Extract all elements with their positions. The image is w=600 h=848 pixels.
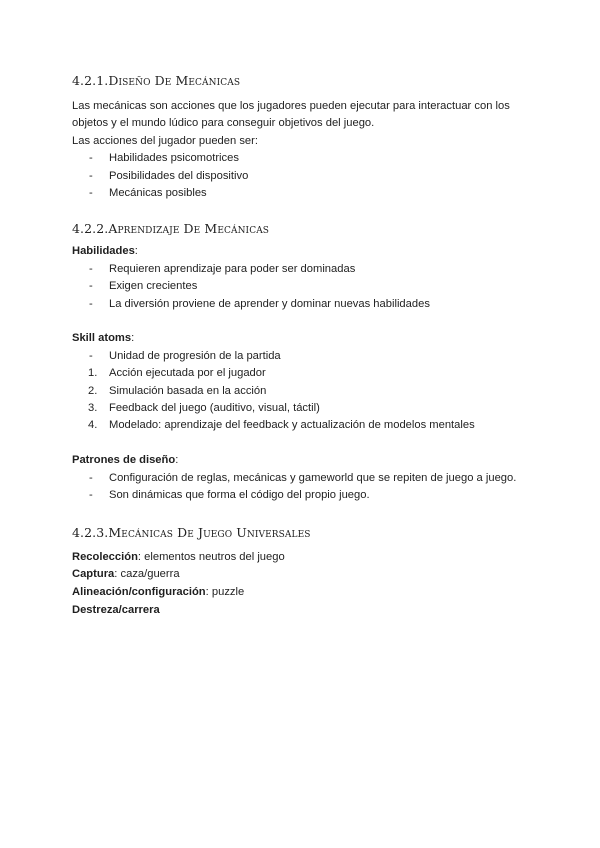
paragraph-line: Las mecánicas son acciones que los jugadores pueden ejecutar para interactuar con los [72,100,510,112]
definition-text: : elementos neutros del juego [137,550,285,563]
dash-marker: - [89,297,93,310]
numbered-list [72,365,540,435]
list-item [72,348,540,365]
definition-item [72,549,540,567]
dash-marker: - [89,152,93,165]
numbered-item [72,400,540,417]
list-item [72,185,540,202]
list-item-text: Feedback del juego (auditivo, visual, táctil) [109,402,320,415]
dash-marker: - [89,262,93,275]
skill-atoms-label [72,330,540,347]
list-item-text: Habilidades psicomotrices [109,152,239,165]
number-marker: 3. [88,402,98,415]
dash-marker: - [89,280,93,293]
list-item-text: Son dinámicas que forma el código del propio juego. [109,489,370,502]
list-intro: Las acciones del jugador pueden ser: [72,134,258,147]
definition-text: : caza/guerra [114,568,180,581]
bold-term: Patrones de diseño [72,454,176,467]
spacer [72,435,540,452]
list-item-text: Modelado: aprendizaje del feedback y actualización de modelos mentales [109,419,475,432]
bold-term: Captura [72,568,115,581]
section-heading-aprendizaje: 4.2.2.Aprendizaje De Mecánicas [72,221,270,237]
section-heading-diseno: 4.2.1.Diseño De Mecánicas [72,73,241,88]
numbered-item [72,417,540,434]
number-marker: 4. [88,419,98,432]
definition-text: : puzzle [205,586,245,599]
bold-term: Skill atoms [72,332,132,345]
list-item-text: Mecánicas posibles [109,187,207,200]
bold-term: Destreza/carrera [72,603,160,616]
bold-term: Alineación/configuración [72,586,206,599]
list-item-text: Posibilidades del dispositivo [109,169,249,182]
list-item-text: Exigen crecientes [109,280,198,293]
list-item-text: Requieren aprendizaje para poder ser dominadas [109,262,356,275]
number-marker: 2. [88,384,98,397]
dash-marker: - [89,489,93,502]
patrones-label [72,452,540,469]
numbered-item [72,383,540,400]
dash-marker: - [89,187,93,200]
dash-marker: - [89,169,93,182]
list-item [72,150,540,167]
bullet-list [72,348,540,365]
definition-item [72,602,540,620]
list-item-text: Unidad de progresión de la partida [109,349,281,362]
list-item-text: Configuración de reglas, mecánicas y gameworld que se repiten de juego a juego. [109,471,517,484]
bullet-list [72,470,540,505]
label-suffix: : [175,454,179,467]
definition-item [72,566,540,584]
list-item [72,261,540,278]
section-heading-universales: 4.2.3.Mecánicas De Juego Universales [72,524,311,540]
bold-term: Habilidades [72,245,135,258]
definition-item [72,584,540,602]
list-item [72,278,540,295]
paragraph-line: objetos y el mundo lúdico para conseguir objetivos del juego. [72,117,375,130]
dash-marker: - [89,471,93,484]
definition-list [72,549,540,620]
spacer [72,313,540,330]
label-suffix: : [134,245,138,258]
list-item [72,168,540,185]
label-suffix: : [131,332,135,345]
habilidades-label [72,243,540,260]
dash-marker: - [89,349,93,362]
bullet-list [72,261,540,313]
bullet-list [72,150,540,202]
list-item-text: Simulación basada en la acción [109,384,267,397]
bold-term: Recolección [72,550,138,563]
list-item-text: Acción ejecutada por el jugador [109,367,266,380]
list-item [72,470,540,487]
numbered-item [72,365,540,382]
list-item [72,296,540,313]
number-marker: 1. [88,367,98,380]
list-item [72,487,540,504]
list-item-text: La diversión proviene de aprender y dominar nuevas habilidades [109,297,430,310]
